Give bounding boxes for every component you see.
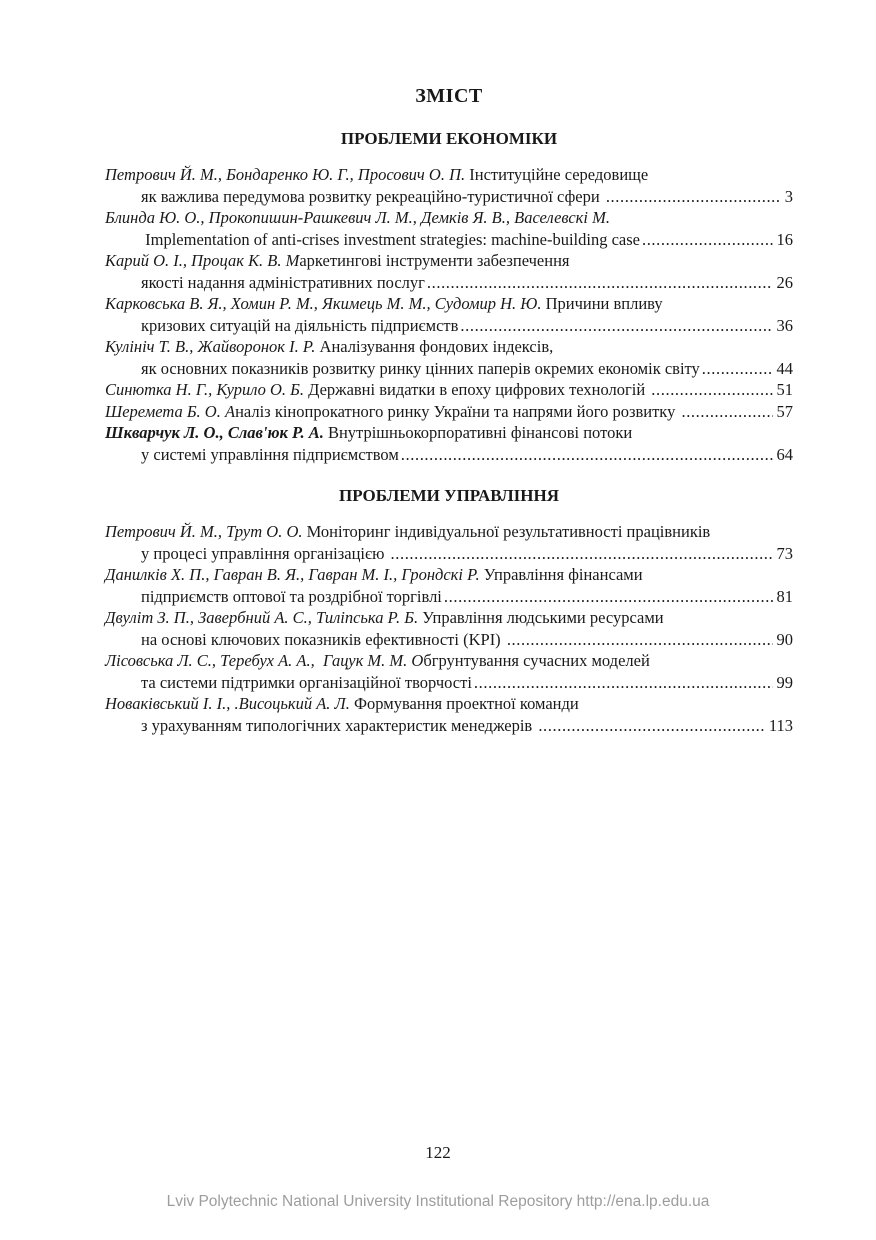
toc-entry-title: Управління фінансами xyxy=(479,565,643,584)
toc-authors: Блинда Ю. О., Прокопишин-Рашкевич Л. М., Демків Я. В., Васелевскі М. xyxy=(105,208,610,227)
toc-entry-line xyxy=(105,422,793,444)
toc-entry xyxy=(105,164,793,207)
toc-entry-line xyxy=(105,358,793,380)
toc-entry-continuation: на основі ключових показників ефективності (KPI) xyxy=(141,629,505,649)
toc-entry-title: Управління людськими ресурсами xyxy=(418,608,664,627)
toc-entry xyxy=(105,336,793,379)
toc-entry-line xyxy=(105,229,793,251)
toc-authors: Двуліт З. П., Завербний А. С., Тиліпська Р. Б. xyxy=(105,608,419,627)
section-heading: ПРОБЛЕМИ ЕКОНОМІКИ xyxy=(340,129,558,148)
toc-page-number: 26 xyxy=(776,272,793,292)
toc-entry xyxy=(105,607,793,650)
toc-leader-dots xyxy=(389,543,773,565)
toc-leader-dots xyxy=(399,444,773,466)
toc-entry-line xyxy=(105,401,793,423)
toc-leader-dots xyxy=(425,272,773,294)
toc-leader-dots xyxy=(536,715,765,737)
toc-page-number: 36 xyxy=(776,315,793,335)
toc-page-number: 90 xyxy=(776,629,793,649)
toc-entry xyxy=(105,564,793,607)
section-heading: ПРОБЛЕМИ УПРАВЛІННЯ xyxy=(339,486,559,505)
toc-entry xyxy=(105,379,793,401)
toc-entry xyxy=(105,293,793,336)
toc-entry-line xyxy=(105,207,793,229)
toc-page-number: 57 xyxy=(776,401,793,421)
toc-entry-title: Аналізування фондових індексів, xyxy=(315,337,554,356)
toc-leader-dots xyxy=(458,315,772,337)
toc-sections xyxy=(105,129,793,736)
toc-entry xyxy=(105,250,793,293)
toc-leader-dots xyxy=(700,358,773,380)
toc-entry-continuation: у процесі управління організацією xyxy=(141,543,389,563)
toc-entry-title: Причини впливу xyxy=(541,294,663,313)
toc-entry-title: наліз кінопрокатного ринку України та напрями його розвитку xyxy=(235,401,680,421)
toc-entry-title: Моніторинг індивідуальної результативності працівників xyxy=(302,522,711,541)
toc-entry-line xyxy=(105,564,793,586)
toc-entry-line xyxy=(105,715,793,737)
toc-authors: Данилків Х. П., Гавран В. Я., Гавран М. І., Грондскі Р. xyxy=(105,565,480,584)
toc-entry-line xyxy=(105,586,793,608)
toc-entry-title: бгрунтування сучасних моделей xyxy=(423,651,650,670)
toc-authors: Лісовська Л. С., Теребух А. А., Гацук М. М. О xyxy=(105,651,424,670)
toc-page-number: 44 xyxy=(776,358,793,378)
toc-entry xyxy=(105,521,793,564)
page-number: 122 xyxy=(425,1143,451,1162)
toc-entry-line xyxy=(105,250,793,272)
toc-entry-title: Внутрішньокорпоративні фінансові потоки xyxy=(323,423,633,442)
toc-entry xyxy=(105,650,793,693)
toc-content xyxy=(105,84,793,736)
toc-entry-continuation: якості надання адміністративних послуг xyxy=(141,272,425,292)
toc-entry-line xyxy=(105,521,793,543)
toc-entry-continuation: як важлива передумова розвитку рекреаційно-туристичної сфери xyxy=(141,186,604,206)
toc-entry-title: Державні видатки в епоху цифрових технологій xyxy=(304,380,650,399)
toc-leader-dots xyxy=(679,401,772,423)
toc-entry-title: аркетингові інструменти забезпечення xyxy=(299,251,570,270)
toc-leader-dots xyxy=(472,672,773,694)
toc-entry-continuation: у системі управління підприємством xyxy=(141,444,399,464)
toc-page-number: 113 xyxy=(768,715,793,735)
toc-authors: Петрович Й. М., Бондаренко Ю. Г., Просович О. П. xyxy=(105,165,466,184)
toc-page-number: 81 xyxy=(776,586,793,606)
toc-leader-dots xyxy=(649,379,772,401)
toc-authors: Шкварчук Л. О., Слав'юк Р. А. xyxy=(105,423,324,442)
toc-entry-list xyxy=(105,164,793,465)
toc-entry-line xyxy=(105,336,793,358)
toc-page-number: 3 xyxy=(784,186,793,206)
toc-entry-list xyxy=(105,521,793,736)
toc-authors: Синютка Н. Г., Курило О. Б. xyxy=(105,380,305,399)
toc-page-number: 73 xyxy=(776,543,793,563)
toc-entry-continuation: з урахуванням типологічних характеристик менеджерів xyxy=(141,715,537,735)
toc-entry-continuation: Implementation of anti-crises investment strategies: machine-building case xyxy=(141,229,640,249)
toc-authors: Карий О. І., Процак К. В. М xyxy=(105,251,300,270)
toc-entry-line xyxy=(105,272,793,294)
toc-authors: Петрович Й. М., Трут О. О. xyxy=(105,522,303,541)
toc-page-number: 64 xyxy=(776,444,793,464)
toc-authors: Новаківський І. І., .Висоцький А. Л. xyxy=(105,694,350,713)
toc-leader-dots xyxy=(640,229,773,251)
toc-entry-line xyxy=(105,293,793,315)
toc-entry-line xyxy=(105,315,793,337)
toc-page-number: 99 xyxy=(776,672,793,692)
toc-page-number: 51 xyxy=(776,380,793,399)
toc-entry-line xyxy=(105,186,793,208)
page-title: ЗМІСТ xyxy=(415,85,483,107)
toc-entry-line xyxy=(105,629,793,651)
toc-leader-dots xyxy=(604,186,781,208)
toc-entry-line xyxy=(105,444,793,466)
toc-authors: Шеремета Б. О. А xyxy=(105,401,236,421)
toc-entry xyxy=(105,207,793,250)
toc-entry-title: Формування проектної команди xyxy=(349,694,579,713)
toc-authors: Карковська В. Я., Хомин Р. М., Якимець М. М., Судомир Н. Ю. xyxy=(105,294,542,313)
toc-entry-line xyxy=(105,693,793,715)
toc-entry-line xyxy=(105,607,793,629)
footer-repository-text: Lviv Polytechnic National University Institutional Repository http://ena.lp.edu.ua xyxy=(166,1193,710,1210)
toc-entry-continuation: як основних показників розвитку ринку цінних паперів окремих економік світу xyxy=(141,358,700,378)
toc-entry-line xyxy=(105,543,793,565)
toc-entry-continuation: та системи підтримки організаційної творчості xyxy=(141,672,472,692)
toc-entry-continuation: підприємств оптової та роздрібної торгівлі xyxy=(141,586,442,606)
toc-entry-line xyxy=(105,164,793,186)
toc-authors: Кулініч Т. В., Жайворонок І. Р. xyxy=(105,337,316,356)
toc-page-number: 16 xyxy=(776,229,793,249)
toc-entry xyxy=(105,693,793,736)
toc-entry xyxy=(105,422,793,465)
toc-entry-line xyxy=(105,672,793,694)
toc-leader-dots xyxy=(505,629,773,651)
toc-entry-line xyxy=(105,650,793,672)
toc-entry-line xyxy=(105,379,793,401)
toc-entry-title: Інституційне середовище xyxy=(465,165,649,184)
toc-entry xyxy=(105,401,793,423)
toc-leader-dots xyxy=(442,586,773,608)
toc-entry-continuation: кризових ситуацій на діяльність підприємств xyxy=(141,315,459,335)
